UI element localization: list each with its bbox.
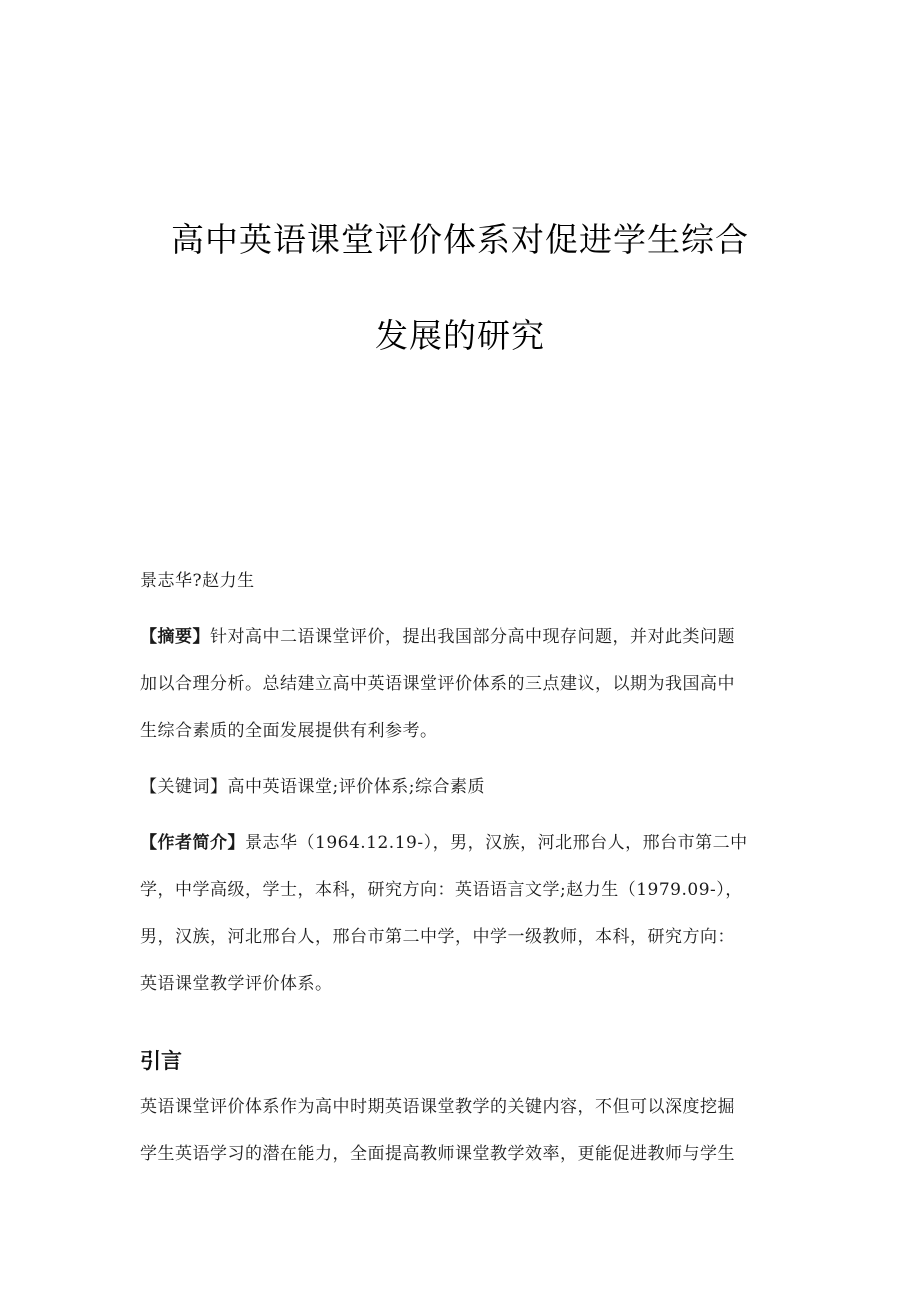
author-bio-text-1: 景志华（1964.12.19-），男，汉族，河北邢台人，邢台市第二中: [245, 833, 748, 853]
abstract-line-1: [140, 614, 780, 661]
abstract-label: 【摘要】: [140, 627, 210, 647]
keywords-line: [140, 764, 780, 811]
author-bio-line-3: 男，汉族，河北邢台人，邢台市第二中学，中学一级教师，本科，研究方向：: [140, 927, 735, 947]
keywords-text: 高中英语课堂;评价体系;综合素质: [227, 777, 485, 797]
author-names: 景志华?赵力生: [140, 571, 255, 591]
author-bio-line-1: [140, 820, 780, 867]
abstract-section: [140, 614, 780, 755]
intro-line-1: 英语课堂评价体系作为高中时期英语课堂教学的关键内容，不但可以深度挖掘: [140, 1097, 735, 1117]
introduction-paragraph: [140, 1084, 780, 1178]
keywords-label: 【关键词】: [140, 777, 228, 797]
intro-line-2: 学生英语学习的潜在能力，全面提高教师课堂教学效率，更能促进教师与学生: [140, 1144, 735, 1164]
author-bio-line-4: 英语课堂教学评价体系。: [140, 974, 333, 994]
abstract-line-2: 加以合理分析。总结建立高中英语课堂评价体系的三点建议，以期为我国高中: [140, 674, 735, 694]
abstract-text-1: 针对高中二语课堂评价，提出我国部分高中现存问题，并对此类问题: [210, 627, 735, 647]
author-bio-label: 【作者简介】: [140, 833, 245, 853]
document-title-line-2: 发展的研究: [375, 316, 545, 355]
keywords-section: [140, 764, 780, 811]
author-bio-section: [140, 820, 780, 1008]
section-heading-introduction: 引言: [140, 1049, 182, 1074]
abstract-line-3: 生综合素质的全面发展提供有利参考。: [140, 721, 438, 741]
document-title-line-1: 高中英语课堂评价体系对促进学生综合: [171, 220, 749, 259]
author-bio-line-2: 学，中学高级，学士，本科，研究方向：英语语言文学;赵力生（1979.09-），: [140, 880, 743, 900]
